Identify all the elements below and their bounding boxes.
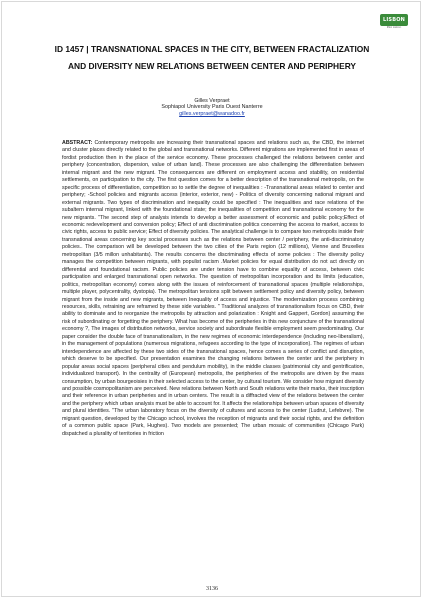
- logo-mark: LISBON: [380, 14, 408, 26]
- author-affiliation: Sophiapol University Paris Ouest Nanterre: [161, 104, 263, 110]
- abstract-body: [62, 140, 364, 572]
- abstract-label: ABSTRACT:: [62, 140, 95, 146]
- page-number: 3136: [206, 586, 218, 592]
- author-email-link[interactable]: gilles.verpraet@wanadoo.fr: [179, 111, 245, 117]
- paper-title: ID 1457 | TRANSNATIONAL SPACES IN THE CITY, BETWEEN FRACTALIZATION AND DIVERSITY NEW RELATIONS BETWEEN CENTER AND PERIPHERY: [54, 44, 370, 71]
- logo-subtitle: RSA Lisbon: [386, 26, 402, 29]
- author-name: Gilles Verpraet: [194, 98, 230, 104]
- conference-logo: [380, 14, 408, 30]
- abstract-text: Contemporary metropolis are increasing their transnational spaces and relations such as, the CBD, the internet and cluster places directly related to the global and transnational networks. Different migrations are implemented first in areas of fordist production then in the place of the service economy. These processes challenged the relations between center and periphery (concentration, dispersion, value of urban land). These processes are also challenging the differentiation between internal migrant and the new migrant. The consequences are different on employment access and stability, on residential settlements, on participation to the city. The first question comes for a better description of the transnational metropolis, on the specific process of differentiation, competition so to settle the degree of inequalities : -Transnational areas related to center and periphery; -School policies and migrants access (interior, exterior, new) - Politics of diversity concerning national migrant and external migrants. Two types of discrimination and inequality could be specified : The inequalities and race relations of the subaltern internal migrant, linked with the foundational state; the inequalities of competition and transnational economy for the new migrants. "The second step of analysis intends to develop a better assessment of economic and public policy;Effect of economic redevelopment and conversion policy; Effect of anti discrimination politics concerning the access to market, access to civic rights, access to public service; Effect of diversity policies. The analytical challenge is to compare two metropolis inside their transnational areas concerning key social processes such as the relations between center / periphery, the anti-discriminatory policies.. The comparison will be developed between the two cities of the Paris region (12 millions), Vienne and Bruxelles metropolitan (3/5 millon unhabitants). The results concerns the discriminating effects of some policies : The diversity policy manages the competition between migrants, with populist racism .Market policies for equal distribution do not act directly on differential and foundational racism. Public policies are under tension have to combine equality of access, between civic participation and enlarged transnational open networks. The question of metropolitan incorporation and its limits (education, politics, metropolitan economy) comes along with the issues of reinforcement of transnational spaces (multiple relationships, multiple player, polycentrality, dystopia). The metropolitan tensions split between settlement policy and diversity policy, between migrant from the inside and new migrants, between Inequality of access and injustice. The modernization process combining resources, skills, retraining are reframed by these side variables. " Traditional analyzes of transnationalism focus on CBD, their ability to dominate and to reorganize the metropolis by attraction and polarization : Knight and Gappert, Gordon) assuming the risk of subordinating or forgetting the periphery. What has become of the peripheries in this new conjuncture of the transnational economy ?, The images of distribution networks, service society and subordinate flexible employment seem predominating. Our paper consider the double face of transnationalism, in the new regimes of economic interdependence (including neo-liberalism), in the management of populations (numerous migrations, refugees according to the type of incorporation). The regimes of urban interdependence are affected by these two sides of the transnational spaces, hence comes a series of conflict and disruption, which deserve to be specified. Our presentation examines the changing relations between the center and the periphery in popular areas social spaces (peripheral cities and pendulum mobility), in the middle classes (patrimonial city and gentrification, individualized transport). In the centrality of (European) metropolis, the peripheries of the metropolis are driven by the mass consumption, by urban bourgeoisies in their selected access to the center, by cultural tourism. We consider how migrant diversity and possible cosmopolitanism are perceived. New relations between North and South relations write their marks, their inscription and their reference in urban peripheries and in urban centers. The result is a diffracted view of the relations between the center and the periphery which urban analysis must be able to account for. It affects the relationships between urban spaces of diversity and plural identities. "The urban laboratory focus on the diversity of cultures and access to the center (Ludrut, Lefebvre). The migrant question, developed by the Chicago school, involves the reception of migrants and their social rights, and the definition of a common public space (Park, Hughes). Two models are presented; The urban mosaic of communities (Chicago Park) dispatched a plurality of territories in friction: [62, 140, 364, 437]
